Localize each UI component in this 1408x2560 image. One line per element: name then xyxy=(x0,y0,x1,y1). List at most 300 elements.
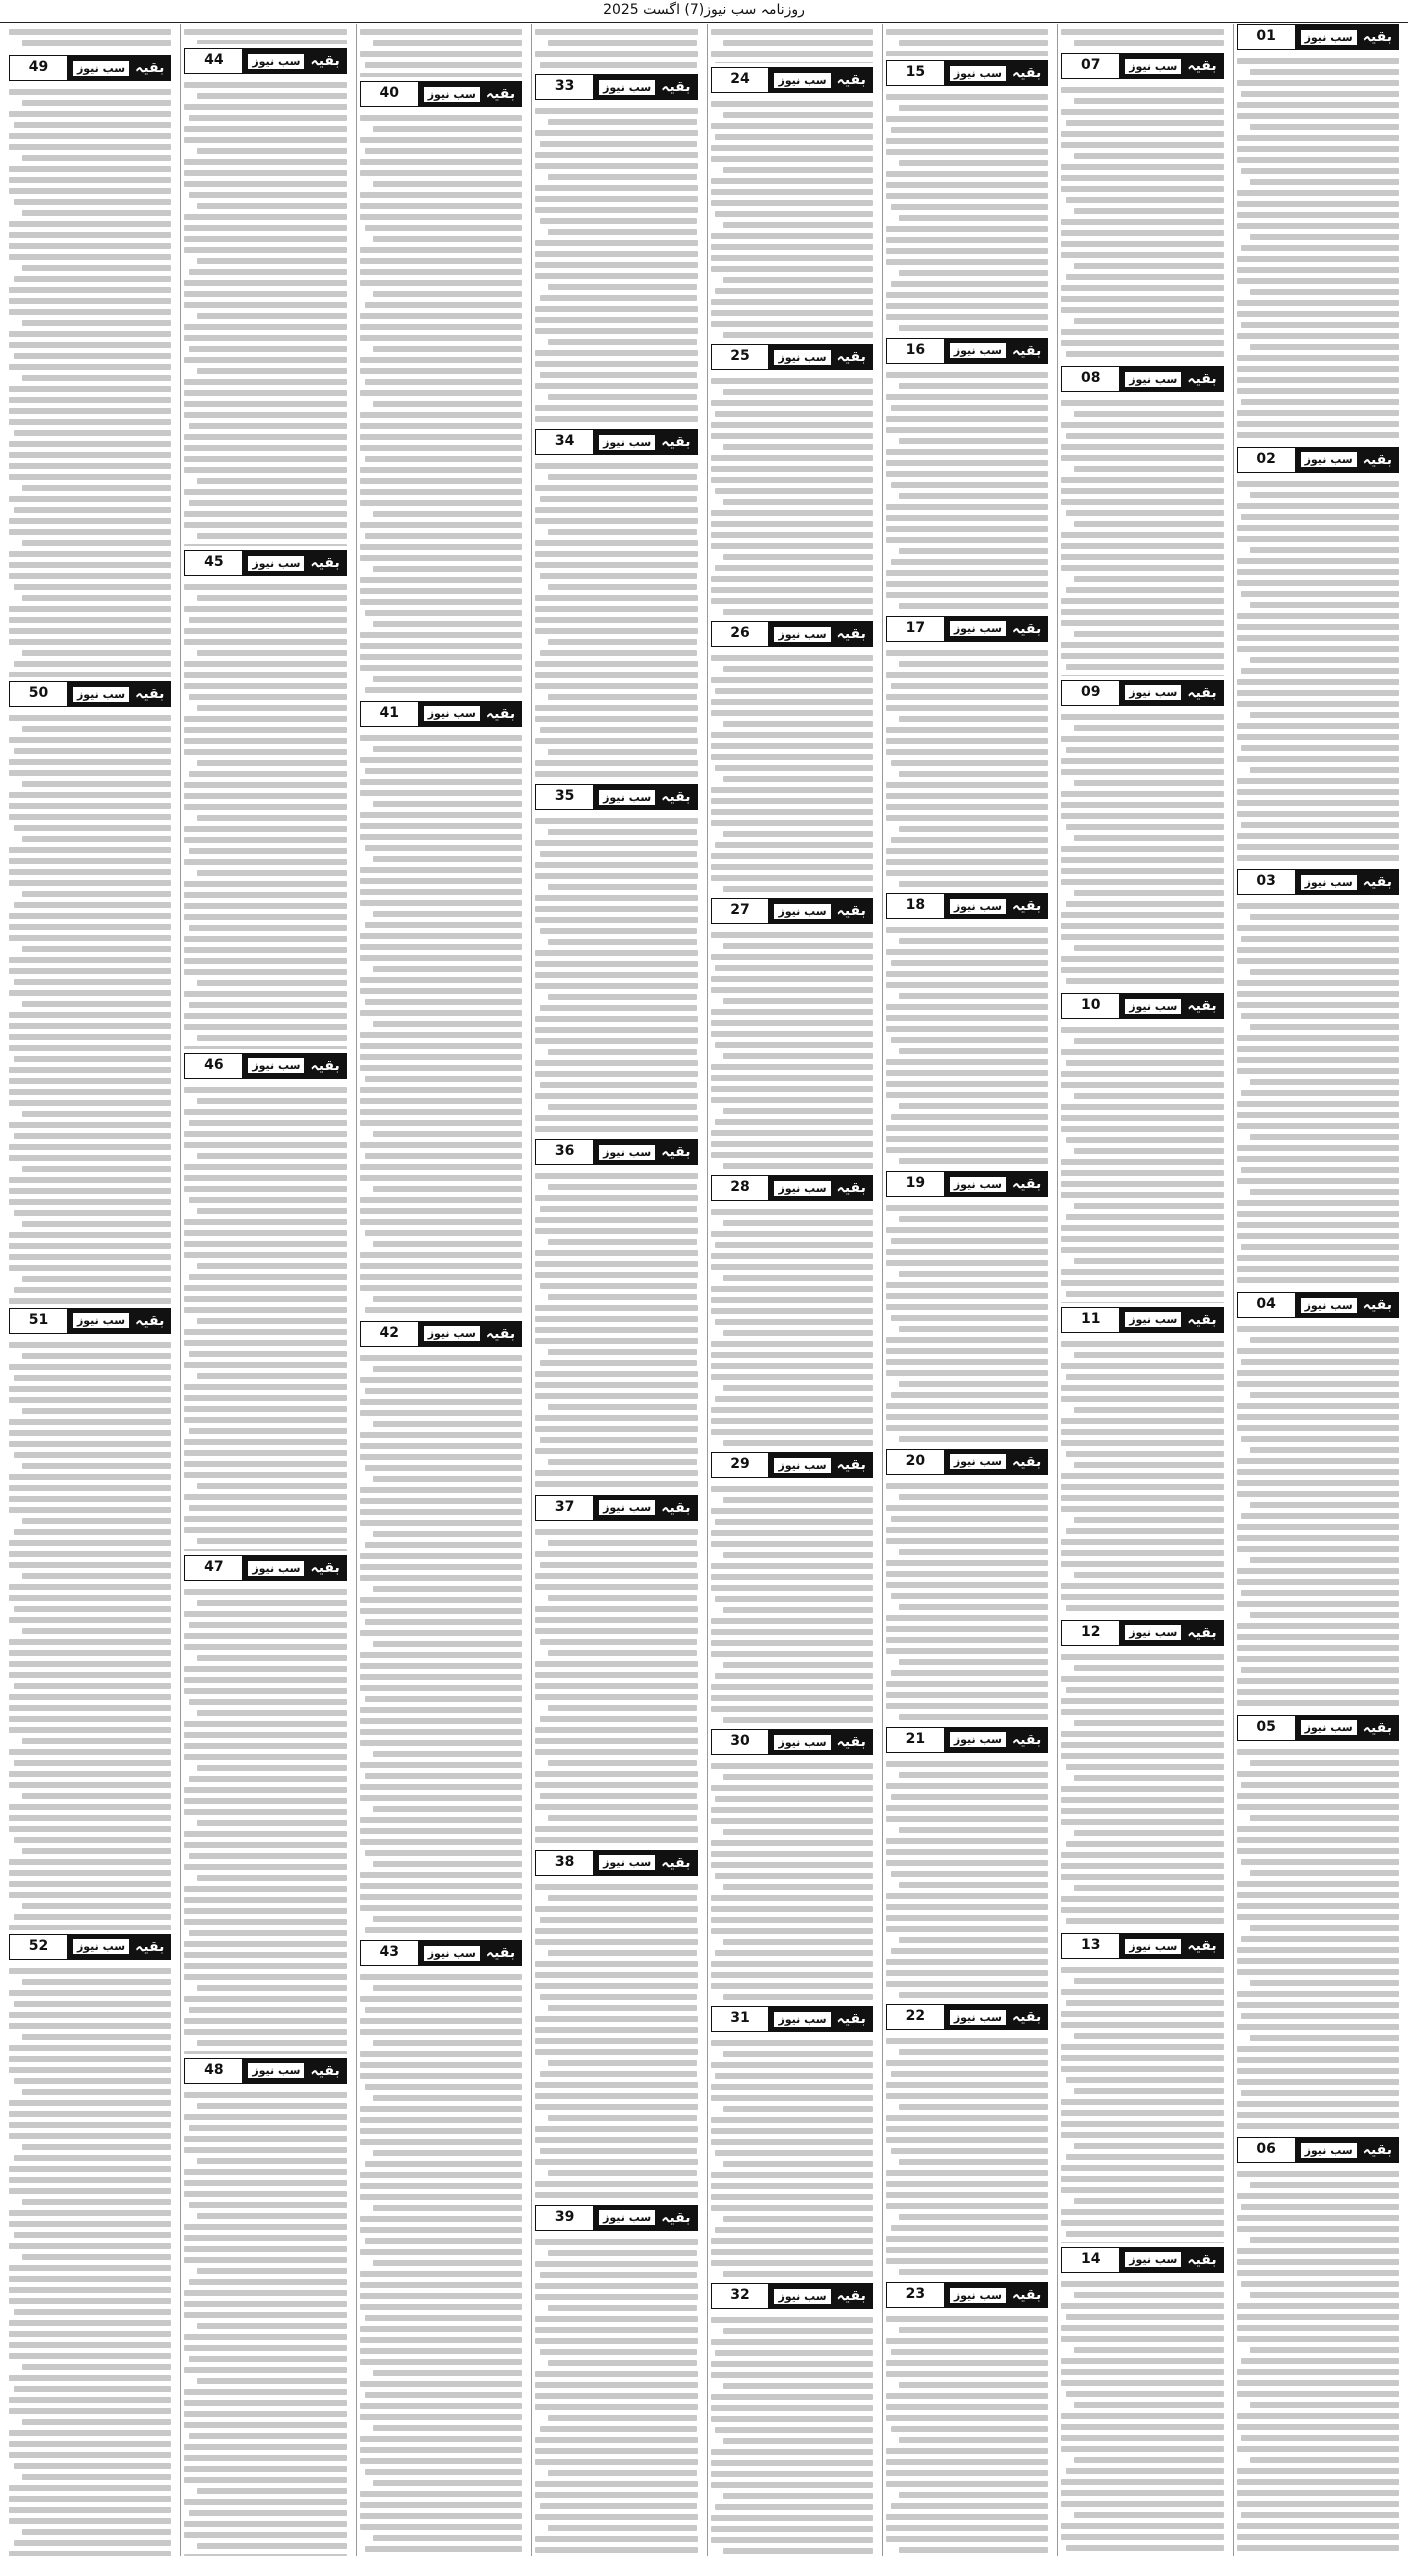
article-text xyxy=(1237,1744,1399,2134)
section-badge xyxy=(593,430,696,454)
section-badge xyxy=(67,682,170,706)
continuation-number: 18 xyxy=(887,894,944,918)
continuation-number: 20 xyxy=(887,1450,944,1474)
continuation-header xyxy=(1237,447,1399,473)
badge-word: بقیہ xyxy=(310,555,340,572)
section-badge xyxy=(768,1453,871,1477)
article-text xyxy=(886,1200,1048,1445)
article-text xyxy=(1061,82,1223,362)
continuation-block xyxy=(1061,993,1223,1302)
badge-brand: سب نیوز xyxy=(248,1561,304,1576)
continuation-block xyxy=(360,1940,522,2556)
article-text xyxy=(711,2312,873,2556)
continuation-number: 16 xyxy=(887,339,944,363)
badge-brand: سب نیوز xyxy=(599,790,655,805)
article-text xyxy=(184,2087,346,2556)
continuation-block xyxy=(1061,680,1223,989)
badge-word: بقیہ xyxy=(836,1180,866,1196)
section-badge xyxy=(768,899,871,923)
badge-word: بقیہ xyxy=(1187,1311,1217,1328)
badge-brand: سب نیوز xyxy=(248,54,304,69)
article-text xyxy=(886,24,1048,56)
continuation-number: 06 xyxy=(1238,2138,1295,2162)
badge-brand: سب نیوز xyxy=(950,1454,1006,1469)
badge-brand: سب نیوز xyxy=(424,87,480,102)
article-text xyxy=(360,1350,522,1937)
badge-word: بقیہ xyxy=(836,72,866,88)
continuation-header xyxy=(711,2006,873,2032)
continuation-number: 32 xyxy=(712,2284,769,2308)
continuation-number: 11 xyxy=(1062,1308,1119,1332)
continuation-number: 37 xyxy=(536,1496,593,1520)
badge-word: بقیہ xyxy=(1011,898,1042,915)
continuation-number: 50 xyxy=(10,682,67,706)
continuation-header xyxy=(886,1727,1048,1753)
continuation-header xyxy=(535,2205,697,2231)
badge-brand: سب نیوز xyxy=(774,1181,830,1196)
section-badge xyxy=(242,1054,345,1078)
badge-word: بقیہ xyxy=(661,79,691,95)
article-text xyxy=(184,1082,346,1551)
badge-word: بقیہ xyxy=(1187,1624,1217,1641)
continuation-block xyxy=(886,2004,1048,2278)
section-badge xyxy=(944,339,1047,363)
continuation-block xyxy=(711,2006,873,2279)
badge-brand: سب نیوز xyxy=(774,350,830,365)
article-text xyxy=(886,1756,1048,2001)
section-badge xyxy=(944,61,1047,85)
article-text xyxy=(535,458,697,780)
continuation-block xyxy=(711,621,873,894)
badge-word: بقیہ xyxy=(836,2011,866,2027)
column xyxy=(1057,24,1226,2556)
continuation-block xyxy=(886,2282,1048,2556)
continuation-block xyxy=(360,1321,522,1937)
badge-brand: سب نیوز xyxy=(1125,2252,1181,2267)
continuation-block xyxy=(886,1449,1048,1723)
article-text xyxy=(360,24,522,77)
continuation-number: 47 xyxy=(185,1556,242,1580)
badge-brand: سب نیوز xyxy=(774,904,830,919)
continuation-header xyxy=(184,1555,346,1581)
continuation-header xyxy=(9,55,171,81)
continuation-header xyxy=(1061,1307,1223,1333)
continuation-header xyxy=(9,1308,171,1334)
section-badge xyxy=(67,1309,170,1333)
continuation-header xyxy=(184,1053,346,1079)
continuation-number: 36 xyxy=(536,1140,593,1164)
article-text xyxy=(886,2033,1048,2278)
continuation-block xyxy=(9,1934,171,2556)
continuation-header xyxy=(1237,1292,1399,1318)
badge-brand: سب نیوز xyxy=(1125,1625,1181,1640)
badge-brand: سب نیوز xyxy=(950,66,1006,81)
continuation-block xyxy=(711,344,873,617)
continuation-header xyxy=(535,1495,697,1521)
section-badge xyxy=(768,2284,871,2308)
badge-brand: سب نیوز xyxy=(73,61,129,76)
section-badge xyxy=(1119,994,1222,1018)
article-text xyxy=(184,579,346,1048)
section-badge xyxy=(1119,54,1222,78)
continuation-number: 19 xyxy=(887,1172,944,1196)
section-badge xyxy=(242,2059,345,2083)
continuation-number: 03 xyxy=(1238,870,1295,894)
continuation-number: 04 xyxy=(1238,1293,1295,1317)
continuation-header xyxy=(184,2058,346,2084)
article-text xyxy=(711,24,873,63)
badge-brand: سب نیوز xyxy=(1125,685,1181,700)
badge-brand: سب نیوز xyxy=(1301,30,1357,45)
continuation-block xyxy=(886,893,1048,1167)
continuation-block xyxy=(535,784,697,1135)
continuation-header xyxy=(711,344,873,370)
badge-word: بقیہ xyxy=(1011,1453,1042,1470)
continuation-block xyxy=(9,55,171,677)
badge-word: بقیہ xyxy=(1011,1176,1042,1193)
continuation-block xyxy=(535,1850,697,2201)
badge-brand: سب نیوز xyxy=(1301,1720,1357,1735)
continuation-number: 52 xyxy=(10,1935,67,1959)
badge-brand: سب نیوز xyxy=(73,687,129,702)
section-badge xyxy=(418,82,521,106)
article-text xyxy=(711,96,873,340)
continuation-number: 05 xyxy=(1238,1716,1295,1740)
section-badge xyxy=(1119,1621,1222,1645)
continuation-block xyxy=(1061,1307,1223,1616)
badge-word: بقیہ xyxy=(485,705,516,722)
continuation-number: 44 xyxy=(185,49,242,73)
badge-brand: سب نیوز xyxy=(774,2012,830,2027)
continuation-block xyxy=(886,616,1048,890)
badge-brand: سب نیوز xyxy=(1301,2143,1357,2158)
continuation-block xyxy=(184,2058,346,2556)
section-badge xyxy=(944,1728,1047,1752)
section-badge xyxy=(67,56,170,80)
badge-brand: سب نیوز xyxy=(950,1177,1006,1192)
continuation-header xyxy=(1237,2137,1399,2163)
continuation-block xyxy=(1237,1292,1399,1711)
badge-brand: سب نیوز xyxy=(950,899,1006,914)
badge-brand: سب نیوز xyxy=(950,2010,1006,2025)
continuation-number: 46 xyxy=(185,1054,242,1078)
continuation-block xyxy=(535,2205,697,2556)
badge-word: بقیہ xyxy=(661,2209,691,2226)
badge-brand: سب نیوز xyxy=(599,80,655,95)
badge-word: بقیہ xyxy=(661,789,691,806)
article-text xyxy=(886,922,1048,1167)
article-text xyxy=(1237,53,1399,443)
article-text xyxy=(535,24,697,70)
article-text xyxy=(886,645,1048,890)
continuation-header xyxy=(886,1449,1048,1475)
continuation-number: 29 xyxy=(712,1453,769,1477)
continuation-block xyxy=(184,1053,346,1551)
badge-word: بقیہ xyxy=(1187,998,1217,1015)
continuation-header xyxy=(886,1171,1048,1197)
article-text xyxy=(886,1478,1048,1723)
continuation-block xyxy=(1237,2137,1399,2556)
section-badge xyxy=(944,1450,1047,1474)
article-text xyxy=(184,24,346,44)
section-badge xyxy=(944,617,1047,641)
badge-brand: سب نیوز xyxy=(599,435,655,450)
continuation-number: 23 xyxy=(887,2283,944,2307)
continuation-block xyxy=(1061,53,1223,362)
article-text xyxy=(1237,2166,1399,2556)
section-badge xyxy=(1119,1934,1222,1958)
continuation-header xyxy=(1061,366,1223,392)
continuation-header xyxy=(535,429,697,455)
article-text xyxy=(1061,709,1223,989)
article-text xyxy=(360,730,522,1317)
badge-word: بقیہ xyxy=(1011,1731,1042,1748)
continuation-number: 26 xyxy=(712,622,769,646)
continuation-block xyxy=(184,48,346,546)
continuation-block xyxy=(711,898,873,1171)
badge-word: بقیہ xyxy=(661,1499,691,1516)
continuation-header xyxy=(535,784,697,810)
continuation-number: 43 xyxy=(361,1941,418,1965)
continuation-header xyxy=(1061,680,1223,706)
continuation-block xyxy=(9,1308,171,1930)
article-text xyxy=(535,103,697,425)
continuation-header xyxy=(1061,53,1223,79)
section-badge xyxy=(944,894,1047,918)
article-text xyxy=(9,1337,171,1930)
column xyxy=(882,24,1051,2556)
article-text xyxy=(711,927,873,1171)
badge-brand: سب نیوز xyxy=(424,706,480,721)
continuation-block xyxy=(535,74,697,425)
continuation-header xyxy=(1061,993,1223,1019)
badge-word: بقیہ xyxy=(1011,342,1042,359)
continuation-header xyxy=(711,1729,873,1755)
section-badge xyxy=(944,2283,1047,2307)
article-text xyxy=(1237,898,1399,1288)
section-badge xyxy=(768,68,871,92)
badge-brand: سب نیوز xyxy=(73,1313,129,1328)
badge-brand: سب نیوز xyxy=(774,1458,830,1473)
badge-brand: سب نیوز xyxy=(950,2288,1006,2303)
continuation-number: 30 xyxy=(712,1730,769,1754)
section-badge xyxy=(242,551,345,575)
continuation-number: 21 xyxy=(887,1728,944,1752)
section-badge xyxy=(1119,681,1222,705)
badge-brand: سب نیوز xyxy=(599,2210,655,2225)
continuation-header xyxy=(1061,2247,1223,2273)
continuation-block xyxy=(1061,1933,1223,2242)
article-text xyxy=(1237,476,1399,866)
badge-brand: سب نیوز xyxy=(248,1058,304,1073)
continuation-block xyxy=(886,1727,1048,2001)
badge-word: بقیہ xyxy=(1362,29,1392,45)
badge-brand: سب نیوز xyxy=(774,627,830,642)
continuation-header xyxy=(360,81,522,107)
badge-brand: سب نیوز xyxy=(73,1939,129,1954)
article-text xyxy=(9,710,171,1303)
continuation-header xyxy=(886,616,1048,642)
badge-word: بقیہ xyxy=(1187,58,1217,74)
article-text xyxy=(9,84,171,677)
continuation-header xyxy=(535,74,697,100)
section-badge xyxy=(1119,2248,1222,2272)
continuation-header xyxy=(711,67,873,93)
badge-brand: سب نیوز xyxy=(1301,1298,1357,1313)
badge-brand: سب نیوز xyxy=(424,1946,480,1961)
badge-word: بقیہ xyxy=(661,1144,691,1161)
continuation-header xyxy=(711,898,873,924)
continuation-number: 35 xyxy=(536,785,593,809)
continuation-header xyxy=(360,1940,522,1966)
continuation-block xyxy=(711,1452,873,1725)
continuation-header xyxy=(360,701,522,727)
section-badge xyxy=(593,1851,696,1875)
continuation-block xyxy=(184,550,346,1048)
badge-word: بقیہ xyxy=(310,53,340,69)
badge-word: بقیہ xyxy=(661,434,691,451)
continuation-header xyxy=(711,1452,873,1478)
section-badge xyxy=(593,2206,696,2230)
continuation-header xyxy=(886,2282,1048,2308)
continuation-block xyxy=(711,2283,873,2556)
section-badge xyxy=(418,1941,521,1965)
article-text xyxy=(1061,1962,1223,2242)
article-text xyxy=(1061,2276,1223,2556)
section-badge xyxy=(1119,367,1222,391)
badge-word: بقیہ xyxy=(1362,874,1392,891)
continuation-header xyxy=(886,60,1048,86)
article-text xyxy=(1061,1022,1223,1302)
continuation-block xyxy=(9,681,171,1303)
article-text xyxy=(1237,1321,1399,1711)
badge-brand: سب نیوز xyxy=(774,1735,830,1750)
continuation-number: 14 xyxy=(1062,2248,1119,2272)
badge-brand: سب نیوز xyxy=(248,2063,304,2078)
article-text xyxy=(711,1204,873,1448)
section-badge xyxy=(768,2007,871,2031)
continuation-number: 31 xyxy=(712,2007,769,2031)
badge-word: بقیہ xyxy=(836,2288,866,2304)
badge-brand: سب نیوز xyxy=(599,1500,655,1515)
column xyxy=(531,24,700,2556)
continuation-block xyxy=(711,1729,873,2002)
badge-word: بقیہ xyxy=(310,2062,340,2079)
continuation-number: 09 xyxy=(1062,681,1119,705)
continuation-number: 48 xyxy=(185,2059,242,2083)
article-text xyxy=(360,1969,522,2556)
continuation-header xyxy=(711,2283,873,2309)
article-text xyxy=(1061,24,1223,49)
article-text xyxy=(184,77,346,546)
badge-brand: سب نیوز xyxy=(1301,452,1357,467)
section-badge xyxy=(593,75,696,99)
page-title: روزنامہ سب نیوز(7) اگست 2025 xyxy=(0,0,1408,23)
badge-brand: سب نیوز xyxy=(1125,372,1181,387)
article-text xyxy=(711,1758,873,2002)
continuation-number: 39 xyxy=(536,2206,593,2230)
article-text xyxy=(535,813,697,1135)
section-badge xyxy=(1295,2138,1398,2162)
column xyxy=(1233,24,1402,2556)
continuation-header xyxy=(9,681,171,707)
section-badge xyxy=(768,345,871,369)
continuation-block xyxy=(886,60,1048,334)
article-text xyxy=(535,2234,697,2556)
badge-word: بقیہ xyxy=(1011,2287,1042,2304)
section-badge xyxy=(1119,1308,1222,1332)
continuation-number: 12 xyxy=(1062,1621,1119,1645)
badge-brand: سب نیوز xyxy=(599,1855,655,1870)
badge-word: بقیہ xyxy=(310,1560,340,1577)
badge-brand: سب نیوز xyxy=(424,1326,480,1341)
badge-word: بقیہ xyxy=(836,1457,866,1473)
badge-word: بقیہ xyxy=(310,1057,340,1074)
badge-word: بقیہ xyxy=(1362,1297,1392,1314)
section-badge xyxy=(593,1140,696,1164)
article-text xyxy=(886,2311,1048,2556)
article-text xyxy=(711,2035,873,2279)
article-text xyxy=(535,1168,697,1490)
article-text xyxy=(886,89,1048,334)
column xyxy=(356,24,525,2556)
continuation-number: 10 xyxy=(1062,994,1119,1018)
badge-word: بقیہ xyxy=(135,686,165,703)
continuation-number: 40 xyxy=(361,82,418,106)
continuation-block xyxy=(1061,366,1223,675)
badge-brand: سب نیوز xyxy=(1301,875,1357,890)
badge-word: بقیہ xyxy=(1011,620,1042,637)
continuation-block xyxy=(360,81,522,697)
article-text xyxy=(1061,395,1223,675)
continuation-number: 38 xyxy=(536,1851,593,1875)
badge-brand: سب نیوز xyxy=(599,1145,655,1160)
section-badge xyxy=(944,1172,1047,1196)
continuation-block xyxy=(1237,1715,1399,2134)
continuation-header xyxy=(886,2004,1048,2030)
continuation-number: 17 xyxy=(887,617,944,641)
continuation-block xyxy=(360,701,522,1317)
continuation-header xyxy=(1061,1620,1223,1646)
continuation-number: 25 xyxy=(712,345,769,369)
section-badge xyxy=(768,1730,871,1754)
badge-brand: سب نیوز xyxy=(1125,1312,1181,1327)
continuation-number: 01 xyxy=(1238,25,1295,49)
continuation-header xyxy=(535,1850,697,1876)
badge-brand: سب نیوز xyxy=(774,2289,830,2304)
continuation-block xyxy=(184,1555,346,2053)
continuation-number: 08 xyxy=(1062,367,1119,391)
section-badge xyxy=(1295,1293,1398,1317)
continuation-block xyxy=(886,338,1048,612)
continuation-number: 13 xyxy=(1062,1934,1119,1958)
continuation-number: 07 xyxy=(1062,54,1119,78)
badge-brand: سب نیوز xyxy=(248,556,304,571)
continuation-number: 45 xyxy=(185,551,242,575)
continuation-block xyxy=(886,1171,1048,1445)
article-text xyxy=(535,1879,697,2201)
section-badge xyxy=(1295,1716,1398,1740)
article-text xyxy=(9,1963,171,2556)
article-text xyxy=(711,373,873,617)
badge-brand: سب نیوز xyxy=(950,621,1006,636)
badge-word: بقیہ xyxy=(1011,65,1042,81)
badge-brand: سب نیوز xyxy=(950,1732,1006,1747)
continuation-header xyxy=(184,48,346,74)
continuation-block xyxy=(535,429,697,780)
badge-brand: سب نیوز xyxy=(950,343,1006,358)
section-badge xyxy=(418,1322,521,1346)
